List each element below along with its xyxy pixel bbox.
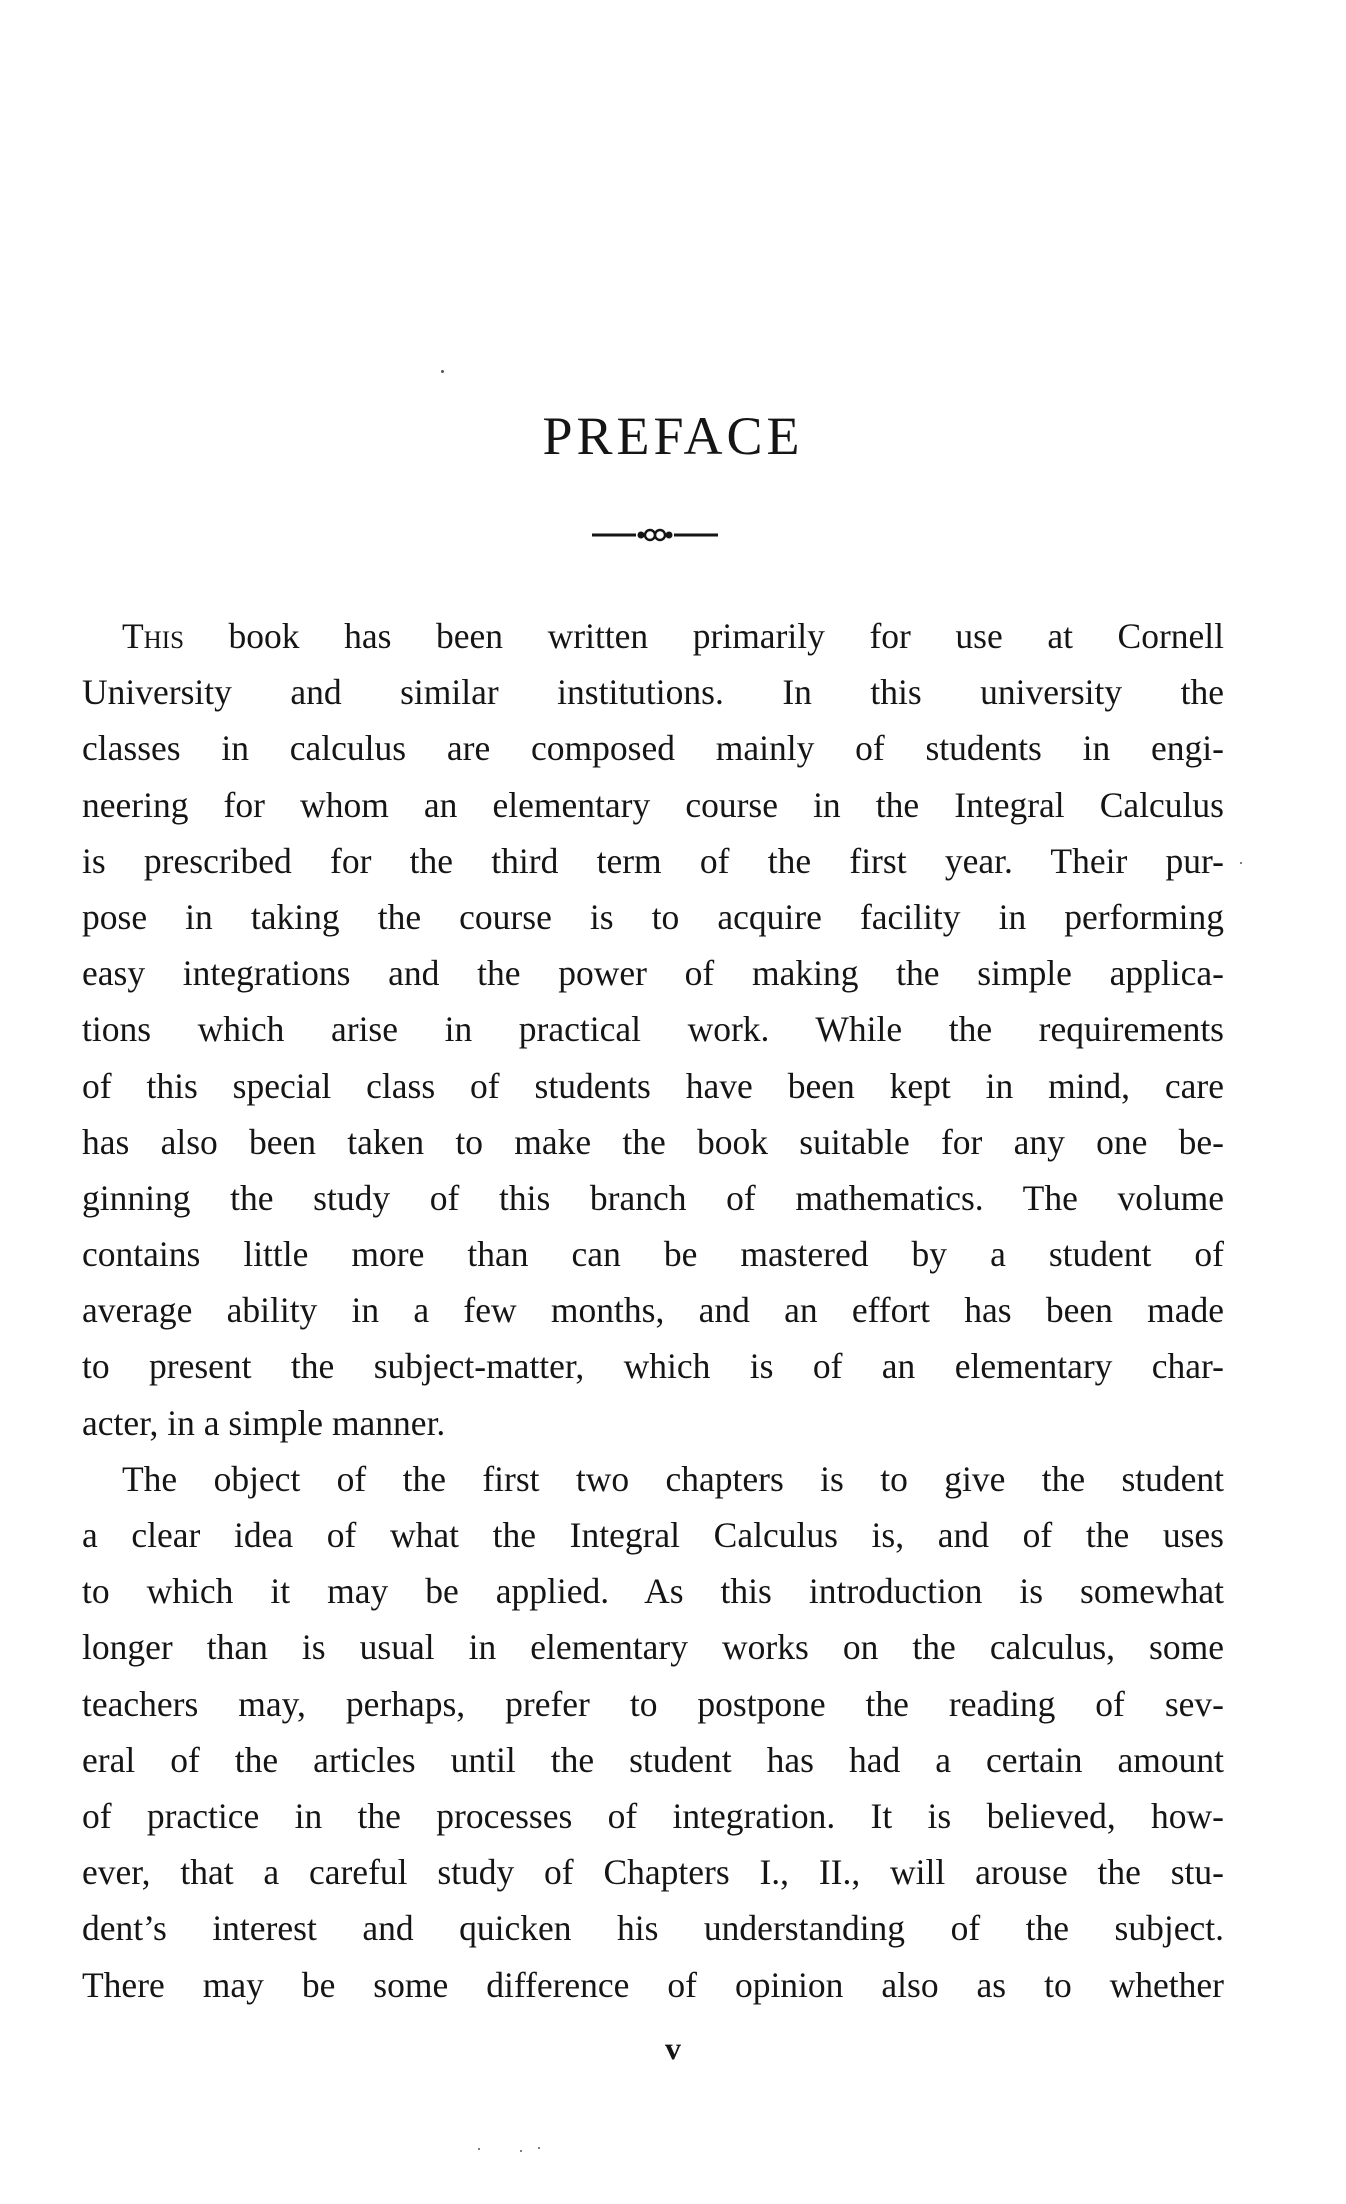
text-line: longer than is usual in elementary works on the calculus, some [82, 1627, 1224, 1668]
ornamental-rule-icon [590, 525, 720, 545]
text-line: easy integrations and the power of making the simple applica- [82, 953, 1224, 994]
text-line: This book has been written primarily for use at Cornell [122, 616, 1224, 656]
text-line: to present the subject-matter, which is of an elementary char- [82, 1346, 1224, 1387]
stray-ink-dot [478, 2148, 480, 2150]
page-title: PREFACE [542, 406, 804, 466]
text-line: contains little more than can be mastered by a student of [82, 1234, 1224, 1275]
text-line: acter, in a simple manner. [82, 1402, 446, 1443]
text-line: has also been taken to make the book suitable for any one be- [82, 1121, 1224, 1162]
paragraph [82, 608, 1224, 1451]
stray-ink-dot [520, 2150, 522, 2152]
text-line: ever, that a careful study of Chapters I., II., will arouse the stu- [82, 1852, 1224, 1893]
text-line: of practice in the processes of integration. It is believed, how- [82, 1795, 1224, 1836]
text-line: average ability in a few months, and an effort has been made [82, 1290, 1224, 1331]
stray-ink-dot [441, 370, 444, 373]
text-line: teachers may, perhaps, prefer to postpone the reading of sev- [82, 1683, 1224, 1724]
text-line: tions which arise in practical work. While the requirements [82, 1009, 1224, 1050]
text-line: pose in taking the course is to acquire facility in performing [82, 896, 1224, 937]
text-line: dent’s interest and quicken his understanding of the subject. [82, 1908, 1224, 1949]
text-line: There may be some difference of opinion also as to whether [82, 1964, 1224, 2005]
text-line: eral of the articles until the student has had a certain amount [82, 1739, 1224, 1780]
preface-body [82, 608, 1224, 2013]
lead-word: This [122, 616, 184, 656]
text-line: to which it may be applied. As this introduction is somewhat [82, 1571, 1224, 1612]
text-line: ginning the study of this branch of mathematics. The volume [82, 1177, 1224, 1218]
stray-ink-dot [538, 2147, 540, 2149]
text-line: The object of the first two chapters is to give the student [122, 1458, 1224, 1499]
page-number: v [665, 2030, 681, 2066]
text-line: University and similar institutions. In this university the [82, 672, 1224, 713]
text-line: of this special class of students have been kept in mind, care [82, 1065, 1224, 1106]
text-line: is prescribed for the third term of the first year. Their pur- [82, 840, 1224, 881]
text-line: classes in calculus are composed mainly of students in engi- [82, 728, 1224, 769]
stray-ink-dot [1240, 862, 1242, 864]
text-line: neering for whom an elementary course in the Integral Calculus [82, 784, 1224, 825]
paragraph [82, 1451, 1224, 2013]
text-line: a clear idea of what the Integral Calculus is, and of the uses [82, 1515, 1224, 1555]
